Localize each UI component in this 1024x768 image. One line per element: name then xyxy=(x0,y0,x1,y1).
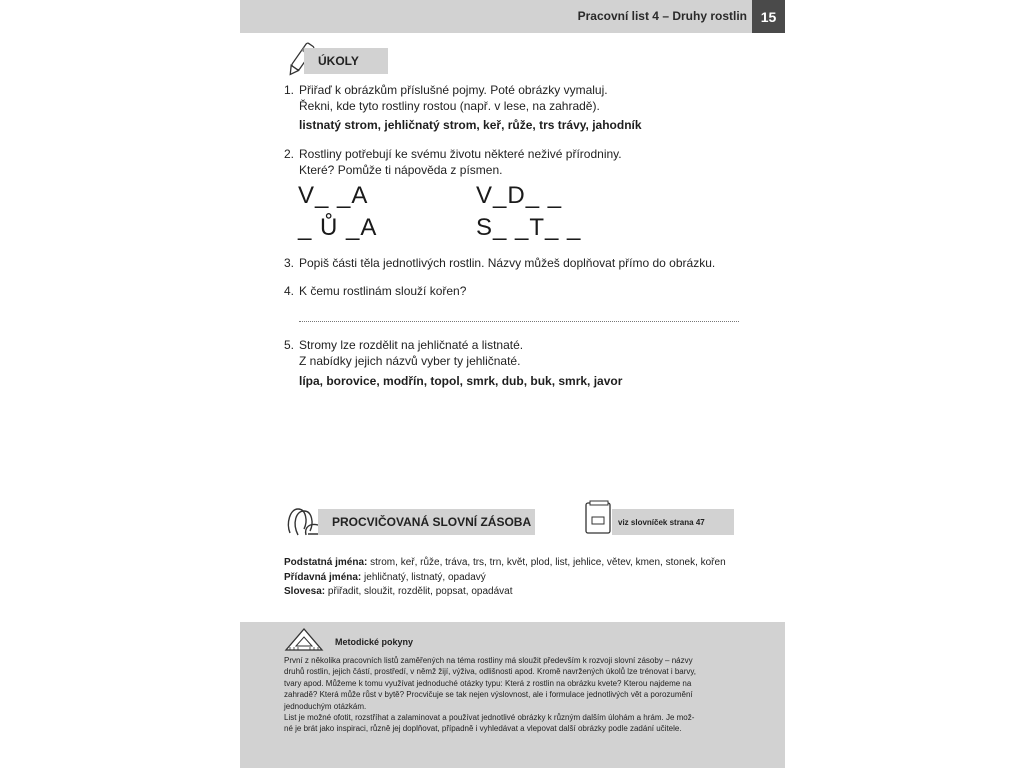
method-line: jednoduchým otázkám. xyxy=(284,701,367,711)
task-text: Řekni, kde tyto rostliny rostou (např. v lese, na zahradě). xyxy=(299,99,600,113)
method-line: List je možné ofotit, rozstříhat a zalaminovat a používat jednotlivé obrázky k různým dalším úlohám a hrám. Je mož- xyxy=(284,713,695,723)
task-number: 3. xyxy=(284,256,295,270)
task-text: Přiřaď k obrázkům příslušné pojmy. Poté obrázky vymaluj. xyxy=(299,83,608,97)
vocab-nouns xyxy=(284,556,726,570)
vocab-term: Podstatná jména: xyxy=(284,557,368,568)
method-line: První z několika pracovních listů zaměřených na téma rostliny má sloužit především k rozvoji slovní zásoby – názvy xyxy=(284,656,693,665)
vocab-verbs xyxy=(284,585,512,599)
method-line: druhů rostlin, jejich částí, prostředí, v němž žijí, výživa, odlišnosti apod. Kromě navržených úkolů lze trénovat i barvy, xyxy=(284,667,697,677)
page-header xyxy=(240,0,785,33)
task-5-words: lípa, borovice, modřín, topol, smrk, dub, buk, smrk, javor xyxy=(299,374,623,388)
task-text: Rostliny potřebují ke svému životu některé neživé přírodniny. xyxy=(299,147,622,161)
vocab-section-text: PROCVIČOVANÁ SLOVNÍ ZÁSOBA xyxy=(332,515,532,529)
worksheet-page xyxy=(240,0,785,768)
set-square-icon xyxy=(284,626,324,652)
method-line: né je brát jako inspiraci, různě jej doplňovat, případně i vyhledávat a vlepovat další obrázky podle zadání učitele. xyxy=(284,724,682,734)
task-number: 5. xyxy=(284,338,295,352)
puzzle-word-1: V_ _A xyxy=(298,182,369,209)
task-text: Popiš části těla jednotlivých rostlin. Názvy můžeš doplňovat přímo do obrázku. xyxy=(299,256,716,270)
vocab-words: strom, keř, růže, tráva, trs, trn, květ, plod, list, jehlice, větev, kmen, stonek, kořen xyxy=(370,557,726,568)
vocab-words: jehličnatý, listnatý, opadavý xyxy=(364,572,486,583)
page-title: Pracovní list 4 – Druhy rostlin xyxy=(577,9,747,23)
tasks-section-text: ÚKOLY xyxy=(318,54,359,68)
method-line: tvary apod. Můžeme k tomu využívat jednoduché otázky typu: Která z rostlin na obrázku kvete? Kterou najdeme na xyxy=(284,678,692,688)
tasks-section-label xyxy=(304,48,388,74)
task-text: Z nabídky jejich názvů vyber ty jehličnaté. xyxy=(299,354,521,368)
task-text: K čemu rostlinám slouží kořen? xyxy=(299,284,467,298)
task-number: 2. xyxy=(284,147,295,161)
page-number: 15 xyxy=(752,0,785,33)
task-text: Které? Pomůže ti nápověda z písmen. xyxy=(299,163,503,177)
puzzle-word-3: _ Ů _A xyxy=(298,214,378,241)
method-line: zahradě? Která může růst v bytě? Procvičuje se tak nejen výslovnost, ale i formulace jednotlivých vět a porozumění xyxy=(284,690,693,700)
answer-line[interactable] xyxy=(299,321,739,322)
dictionary-reference xyxy=(612,509,734,535)
vocab-words: přiřadit, sloužit, rozdělit, popsat, opadávat xyxy=(327,586,513,597)
method-text xyxy=(284,655,744,735)
vocab-adjectives xyxy=(284,571,486,585)
puzzle-word-2: V_D_ _ xyxy=(476,182,563,209)
method-title: Metodické pokyny xyxy=(335,637,414,647)
task-text: Stromy lze rozdělit na jehličnaté a listnaté. xyxy=(299,338,524,352)
task-number: 1. xyxy=(284,83,295,97)
dictionary-reference-text: viz slovníček strana 47 xyxy=(618,517,705,527)
method-box xyxy=(240,622,785,768)
vocab-term: Přídavná jména: xyxy=(284,572,362,583)
notebook-icon xyxy=(581,499,615,537)
vocab-term: Slovesa: xyxy=(284,586,326,597)
task-1-words: listnatý strom, jehličnatý strom, keř, růže, trs trávy, jahodník xyxy=(299,118,642,132)
vocab-section-label xyxy=(318,509,535,535)
puzzle-word-4: S_ _T_ _ xyxy=(476,214,582,241)
task-number: 4. xyxy=(284,284,295,298)
